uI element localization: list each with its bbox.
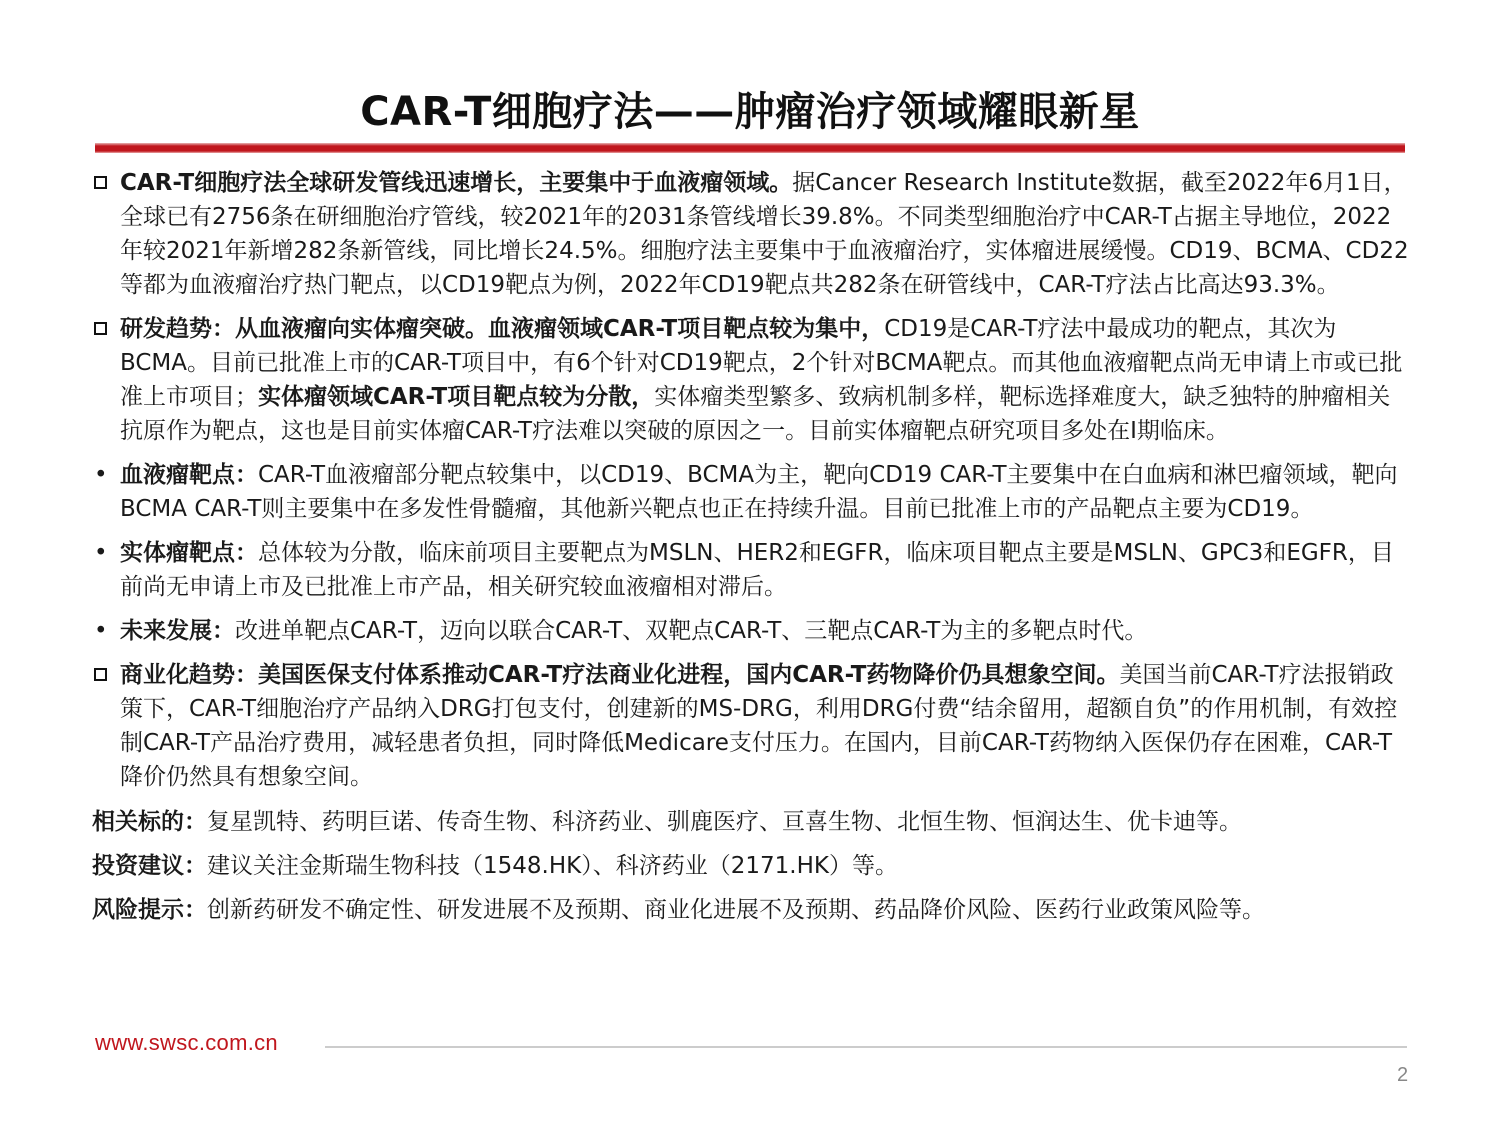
paragraph-heading: 商业化趋势：美国医保支付体系推动CAR-T疗法商业化进程，国内CAR-T药物降价仍具想象空间。	[120, 662, 1120, 688]
paragraph-text: CD19是CAR-T疗法中最成功的靶点，其次为BCMA。目前已批准上市的CAR-T项目中，有6个针对CD19靶点，2个针对BCMA靶点。而其他血液瘤靶点尚无申请上市或已批准上市项目；	[120, 316, 1403, 410]
paragraph-pipeline-growth	[92, 166, 1410, 302]
paragraph-text: 美国当前CAR-T疗法报销政策下，CAR-T细胞治疗产品纳入DRG打包支付，创建新的MS-DRG，利用DRG付费“结余留用，超额自负”的作用机制，有效控制CAR-T产品治疗费用，减轻患者负担，同时降低Medicare支付压力。在国内，目前CAR-T药物纳入医保仍存在困难，CAR-T降价仍然具有想象空间。	[120, 662, 1398, 790]
bullet-text: 总体较为分散，临床前项目主要靶点为MSLN、HER2和EGFR，临床项目靶点主要是MSLN、GPC3和EGFR，目前尚无申请上市及已批准上市产品，相关研究较血液瘤相对滞后。	[120, 540, 1394, 600]
square-bullet-icon	[94, 176, 107, 189]
risk-warning-text: 创新药研发不确定性、研发进展不及预期、商业化进展不及预期、药品降价风险、医药行业政策风险等。	[207, 897, 1265, 923]
paragraph-heading: CAR-T细胞疗法全球研发管线迅速增长，主要集中于血液瘤领域。	[120, 170, 793, 196]
investment-advice-label: 投资建议：	[92, 853, 207, 879]
dot-bullet-icon: •	[94, 618, 108, 644]
content-body	[92, 166, 1410, 937]
paragraph-rd-trend	[92, 312, 1410, 448]
bullet-heading: 未来发展：	[120, 618, 235, 644]
dot-bullet-icon: •	[94, 462, 108, 488]
bullet-solid-tumor-targets	[92, 536, 1410, 604]
bullet-hematologic-targets	[92, 458, 1410, 526]
square-bullet-icon	[94, 322, 107, 335]
bullet-heading: 血液瘤靶点：	[120, 462, 258, 488]
footer-website-link[interactable]: www.swsc.com.cn	[95, 1030, 278, 1055]
page-number: 2	[1397, 1064, 1409, 1086]
footer-divider	[325, 1046, 1407, 1048]
related-targets-label: 相关标的：	[92, 809, 207, 835]
bullet-heading: 实体瘤靶点：	[120, 540, 258, 566]
investment-advice-text: 建议关注金斯瑞生物科技（1548.HK）、科济药业（2171.HK）等。	[207, 853, 898, 879]
square-bullet-icon	[94, 668, 107, 681]
related-targets-text: 复星凯特、药明巨诺、传奇生物、科济药业、驯鹿医疗、亘喜生物、北恒生物、恒润达生、优卡迪等。	[207, 809, 1242, 835]
paragraph-text: 实体瘤类型繁多、致病机制多样，靶标选择难度大，缺乏独特的肿瘤相关抗原作为靶点，这也是目前实体瘤CAR-T疗法难以突破的原因之一。目前实体瘤靶点研究项目多处在I期临床。	[120, 384, 1391, 444]
bullet-future-development	[92, 614, 1410, 648]
paragraph-subheading: 实体瘤领域CAR-T项目靶点较为分散，	[258, 384, 655, 410]
risk-warning-label: 风险提示：	[92, 897, 207, 923]
paragraph-heading: 研发趋势：从血液瘤向实体瘤突破。血液瘤领域CAR-T项目靶点较为集中，	[120, 316, 885, 342]
paragraph-text: 据Cancer Research Institute数据，截至2022年6月1日，全球已有2756条在研细胞治疗管线，较2021年的2031条管线增长39.8%。不同类型细胞治疗中CAR-T占据主导地位，2022年较2021年新增282条新管线，同比增长24.5%。细胞疗法主要集中于血液瘤治疗，实体瘤进展缓慢。CD19、BCMA、CD22等都为血液瘤治疗热门靶点，以CD19靶点为例，2022年CD19靶点共282条在研管线中，CAR-T疗法占比高达93.3%。	[120, 170, 1409, 298]
investment-advice	[92, 849, 1410, 883]
page-title: CAR-T细胞疗法——肿瘤治疗领域耀眼新星	[360, 89, 1140, 135]
dot-bullet-icon: •	[94, 540, 108, 566]
paragraph-commercialization	[92, 658, 1410, 794]
title-divider	[95, 143, 1405, 153]
bullet-text: CAR-T血液瘤部分靶点较集中，以CD19、BCMA为主，靶向CD19 CAR-T主要集中在白血病和淋巴瘤领域，靶向BCMA CAR-T则主要集中在多发性骨髓瘤，其他新兴靶点也正在持续升温。目前已批准上市的产品靶点主要为CD19。	[120, 462, 1398, 522]
bullet-text: 改进单靶点CAR-T，迈向以联合CAR-T、双靶点CAR-T、三靶点CAR-T为主的多靶点时代。	[235, 618, 1148, 644]
risk-warning	[92, 893, 1410, 927]
related-targets	[92, 805, 1410, 839]
